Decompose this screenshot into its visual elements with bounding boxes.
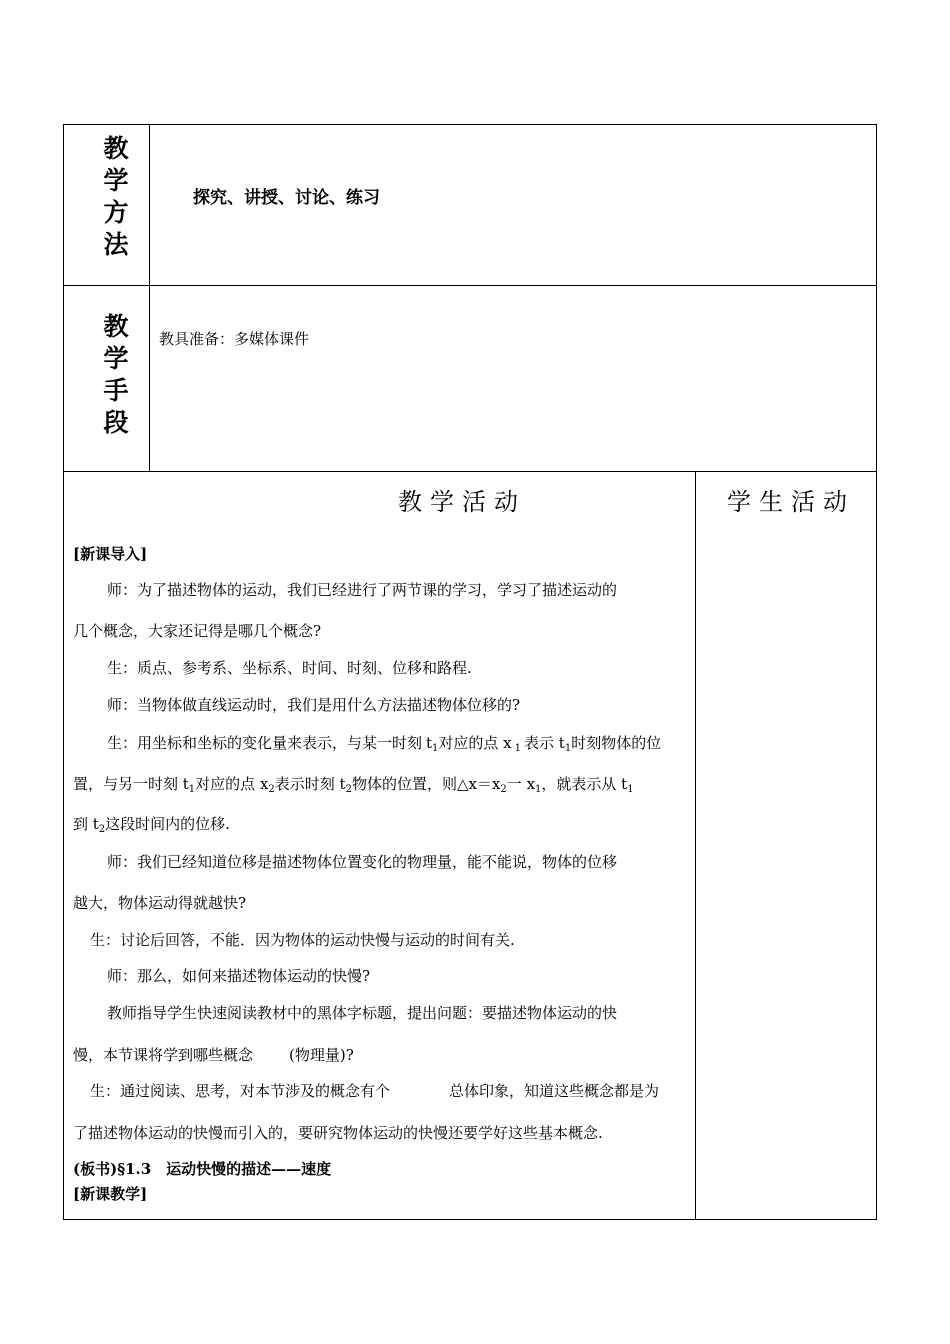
section-intro: [新课导入] bbox=[73, 545, 148, 563]
dialog-line bbox=[73, 774, 634, 800]
subscript: 1 bbox=[432, 743, 439, 754]
dialog-line: 了描述物体运动的快慢而引入的，要研究物体运动的快慢还要学好这些基本概念. bbox=[73, 1124, 603, 1142]
dialog-line bbox=[426, 733, 661, 759]
student-activity-header: 学生活动 bbox=[727, 488, 855, 516]
dialog-line: 师：那么，如何来描述物体运动的快慢? bbox=[107, 967, 371, 985]
method-label-char: 方 bbox=[103, 198, 129, 227]
method-label bbox=[96, 133, 136, 261]
method-label-char: 教 bbox=[103, 134, 129, 163]
dialog-line: 生：通过阅读、思考，对本节涉及的概念有个 bbox=[90, 1082, 391, 1100]
text-segment: 物体的位置，则△x＝x bbox=[351, 775, 501, 793]
text-segment: 对应的点 x bbox=[195, 775, 269, 793]
subscript: 1 bbox=[564, 743, 572, 754]
text-segment: 置，与另一时刻 t bbox=[73, 775, 189, 793]
dialog-line: (物理量)? bbox=[289, 1046, 354, 1064]
text-segment: 到 t bbox=[73, 815, 99, 833]
teacher-activity-header: 教学活动 bbox=[398, 488, 526, 516]
method-content: 探究、讲授、讨论、练习 bbox=[193, 188, 380, 208]
subscript: 2 bbox=[345, 784, 352, 795]
subscript: 1 bbox=[188, 784, 196, 795]
means-content: 教具准备：多媒体课件 bbox=[159, 330, 310, 348]
text-segment: 对应的点 x bbox=[438, 734, 512, 752]
dialog-line: 生：讨论后回答，不能．因为物体的运动快慢与运动的时间有关. bbox=[90, 931, 515, 949]
means-label-char: 手 bbox=[103, 376, 129, 405]
subscript: 2 bbox=[98, 824, 106, 835]
dialog-line bbox=[73, 814, 230, 840]
dialog-line: 师：我们已经知道位移是描述物体位置变化的物理量，能不能说，物体的位移 bbox=[107, 853, 618, 871]
means-label bbox=[96, 311, 136, 439]
dialog-line: 生：质点、参考系、坐标系、时间、时刻、位移和路程. bbox=[107, 659, 472, 677]
means-label-char: 段 bbox=[103, 408, 129, 437]
dialog-line: 总体印象，知道这些概念都是为 bbox=[449, 1082, 660, 1100]
subscript: 2 bbox=[500, 784, 507, 795]
section-new-teaching: [新课教学] bbox=[73, 1185, 148, 1203]
dialog-line: 越大，物体运动得就越快? bbox=[73, 894, 247, 912]
subscript: 1 bbox=[514, 743, 522, 754]
dialog-line bbox=[107, 733, 422, 753]
dialog-line: 师：当物体做直线运动时，我们是用什么方法描述物体位移的? bbox=[107, 696, 521, 714]
method-label-char: 法 bbox=[103, 230, 129, 259]
student-activity-cell bbox=[695, 471, 877, 1220]
text-segment: 表示 t bbox=[524, 734, 565, 752]
dialog-line: 师：为了描述物体的运动，我们已经进行了两节课的学习，学习了描述运动的 bbox=[107, 581, 618, 599]
section-board: (板书)§1.3 运动快慢的描述——速度 bbox=[73, 1160, 332, 1178]
text-segment: ，就表示从 t bbox=[541, 775, 628, 793]
subscript: 1 bbox=[535, 784, 542, 795]
text-segment: 这段时间内的位移. bbox=[105, 815, 230, 833]
dialog-line: 教师指导学生快速阅读教材中的黑体字标题，提出问题：要描述物体运动的快 bbox=[107, 1004, 618, 1022]
dialog-line: 慢，本节课将学到哪些概念 bbox=[73, 1046, 254, 1064]
text-segment: t bbox=[426, 734, 433, 752]
dialog-line: 几个概念，大家还记得是哪几个概念? bbox=[73, 622, 322, 640]
method-label-char: 学 bbox=[103, 166, 129, 195]
subscript: 1 bbox=[627, 784, 634, 795]
means-content-cell bbox=[149, 285, 877, 472]
text-segment: 一 x bbox=[506, 775, 536, 793]
subscript: 2 bbox=[268, 784, 275, 795]
text-segment: 表示时刻 t bbox=[274, 775, 346, 793]
text-segment: 时刻物体的位 bbox=[571, 734, 662, 752]
means-label-char: 教 bbox=[103, 312, 129, 341]
text-segment: 生：用坐标和坐标的变化量来表示，与某一时刻 bbox=[107, 734, 423, 752]
means-label-char: 学 bbox=[103, 344, 129, 373]
